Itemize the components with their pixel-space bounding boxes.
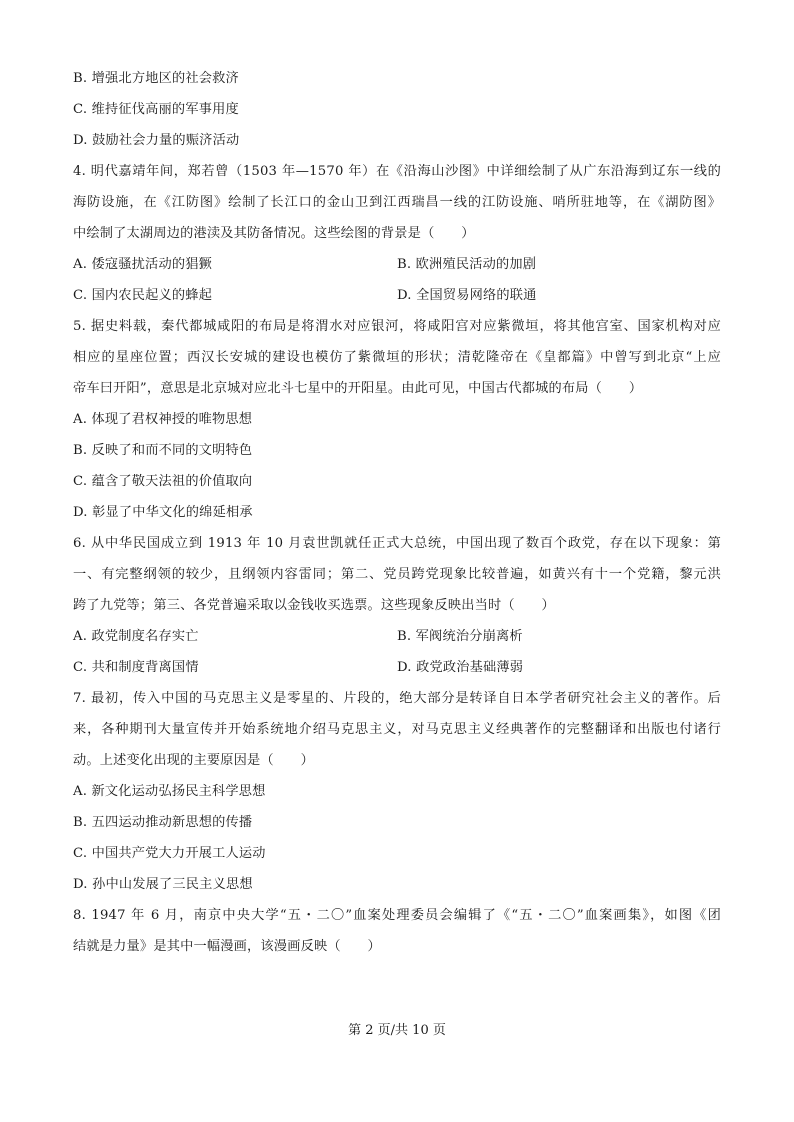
- q5-option-b: B. 反映了和而不同的文明特色: [73, 443, 253, 458]
- q6-option-c: C. 共和制度背离国情: [73, 660, 199, 675]
- q8-stem-line-1: 8. 1947 年 6 月，南京中央大学“五・二〇”血案处理委员会编辑了《“五・二〇”血案画集》，如图《团: [73, 908, 721, 923]
- q6-stem-line-2: 一、有完整纲领的较少，且纲领内容雷同；第二、党员跨党现象比较普遍，如黄兴有十一个党籍，黎元洪: [73, 567, 721, 582]
- q4-stem-line-3: 中绘制了太湖周边的港渎及其防备情况。这些绘图的背景是（ ）: [73, 226, 475, 241]
- q7-option-b: B. 五四运动推动新思想的传播: [73, 815, 253, 830]
- q3-option-d: D. 鼓励社会力量的赈济活动: [73, 133, 240, 148]
- q5-option-a: A. 体现了君权神授的唯物思想: [73, 412, 253, 427]
- q4-option-d: D. 全国贸易网络的联通: [397, 288, 537, 303]
- q8-stem-line-2: 结就是力量》是其中一幅漫画，该漫画反映（ ）: [73, 939, 381, 954]
- q7-stem-line-3: 动。上述变化出现的主要原因是（ ）: [73, 753, 314, 768]
- q5-option-d: D. 彰显了中华文化的绵延相承: [73, 505, 253, 520]
- q6-stem-line-1: 6. 从中华民国成立到 1913 年 10 月袁世凯就任正式大总统，中国出现了数百个政党，存在以下现象：第: [73, 536, 721, 551]
- q4-stem-line-1: 4. 明代嘉靖年间，郑若曾（1503 年—1570 年）在《沿海山沙图》中详细绘制了从广东沿海到辽东一线的: [73, 164, 721, 179]
- q3-option-c: C. 维持征伐高丽的军事用度: [73, 102, 239, 117]
- q7-stem-line-2: 来，各种期刊大量宣传并开始系统地介绍马克思主义，对马克思主义经典著作的完整翻译和出版也付诸行: [73, 722, 721, 737]
- q6-option-d: D. 政党政治基础薄弱: [397, 660, 524, 675]
- q4-stem-line-2: 海防设施，在《江防图》绘制了长江口的金山卫到江西瑞昌一线的江防设施、哨所驻地等，在《湖防图》: [73, 195, 721, 210]
- q7-stem-line-1: 7. 最初，传入中国的马克思主义是零星的、片段的，绝大部分是转译自日本学者研究社会主义的著作。后: [73, 691, 721, 706]
- q5-stem-line-3: 帝车曰开阳”，意思是北京城对应北斗七星中的开阳星。由此可见，中国古代都城的布局（ ）: [73, 381, 643, 396]
- q6-option-a: A. 政党制度名存实亡: [73, 629, 199, 644]
- q4-option-c: C. 国内农民起义的蜂起: [73, 288, 213, 303]
- q5-stem-line-2: 相应的星座位置；西汉长安城的建设也模仿了紫微垣的形状；清乾隆帝在《皇都篇》中曾写到北京“上应: [73, 350, 721, 365]
- q6-stem-line-3: 跨了九党等；第三、各党普遍采取以金钱收买选票。这些现象反映出当时（ ）: [73, 598, 555, 613]
- q7-option-c: C. 中国共产党大力开展工人运动: [73, 846, 266, 861]
- q5-option-c: C. 蕴含了敬天法祖的价值取向: [73, 474, 253, 489]
- q7-option-d: D. 孙中山发展了三民主义思想: [73, 877, 253, 892]
- q7-option-a: A. 新文化运动弘扬民主科学思想: [73, 784, 266, 799]
- q4-option-a: A. 倭寇骚扰活动的猖獗: [73, 257, 212, 272]
- q4-option-b: B. 欧洲殖民活动的加剧: [397, 257, 537, 272]
- page-number-footer: 第 2 页/共 10 页: [348, 1023, 446, 1038]
- q5-stem-line-1: 5. 据史料载，秦代都城咸阳的布局是将渭水对应银河，将咸阳宫对应紫微垣，将其他宫室、国家机构对应: [73, 319, 721, 334]
- q6-option-b: B. 军阀统治分崩离析: [397, 629, 523, 644]
- q3-option-b: B. 增强北方地区的社会救济: [73, 71, 239, 86]
